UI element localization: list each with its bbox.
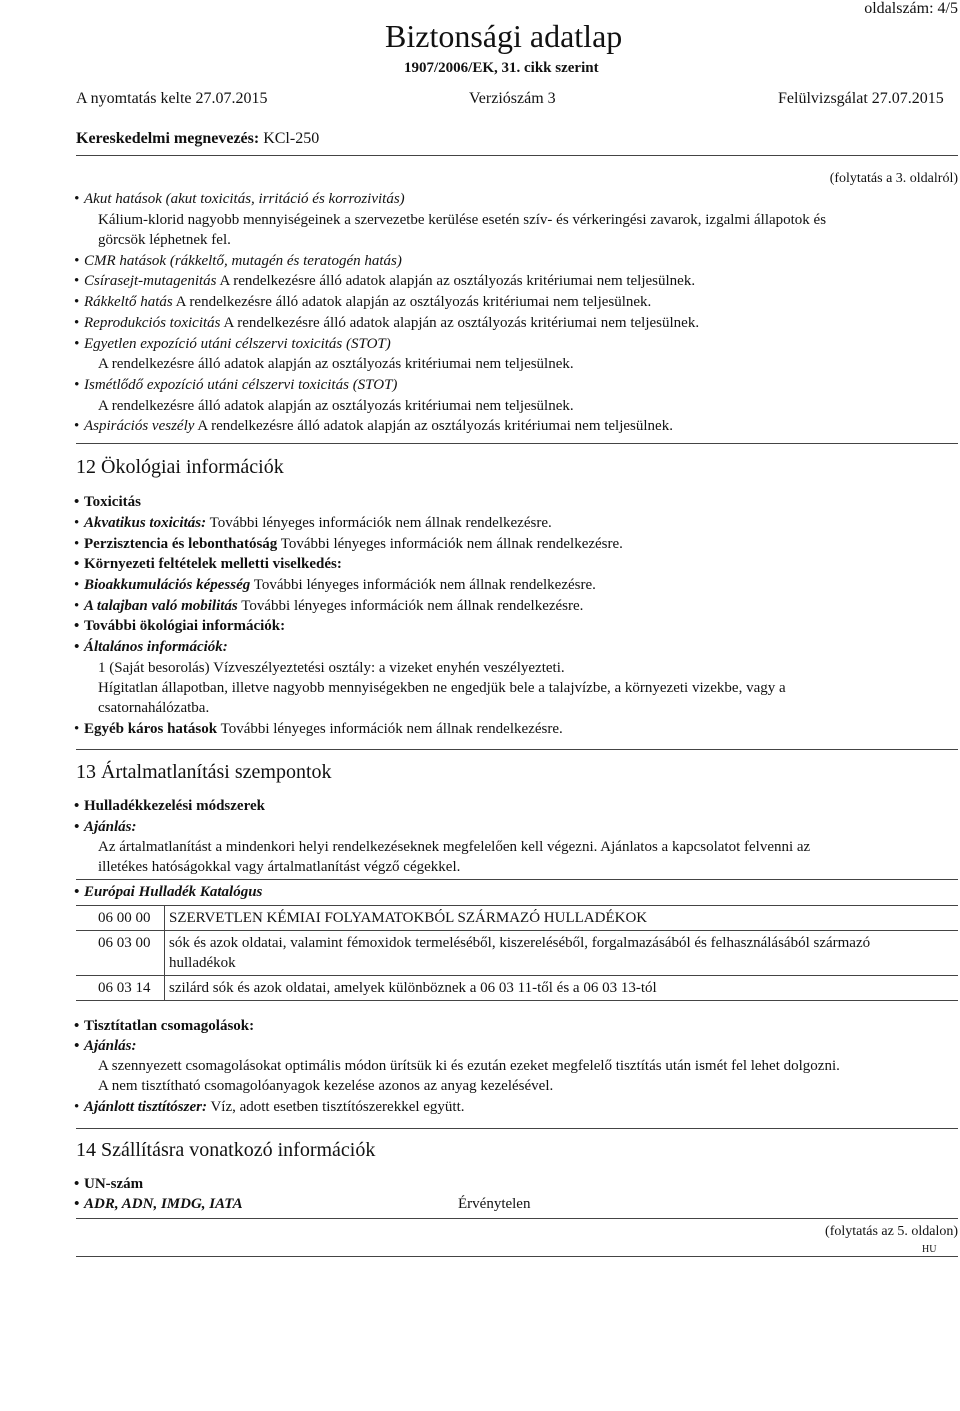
mobility-label: A talajban való mobilitás xyxy=(84,598,238,614)
aquatic-item xyxy=(84,513,552,533)
carc-label: Rákkeltő hatás xyxy=(84,294,173,310)
mobility-item xyxy=(84,596,583,616)
repro-text: A rendelkezésre álló adatok alapján az osztályozás kritériumai nem teljesülnek. xyxy=(223,315,700,331)
asp-label: Aspirációs veszély xyxy=(84,418,195,434)
adr-label: • ADR, ADN, IMDG, IATA xyxy=(84,1194,243,1214)
stot-se-text: A rendelkezésre álló adatok alapján az osztályozás kritériumai nem teljesülnek. xyxy=(98,356,574,372)
general-label: • Általános információk: xyxy=(84,637,228,657)
ewc-code: 06 03 14 xyxy=(76,976,165,1001)
divider-14 xyxy=(76,1128,958,1129)
carc-text: A rendelkezésre álló adatok alapján az osztályozás kritériumai nem teljesülnek. xyxy=(175,294,652,310)
repro-item xyxy=(84,313,699,333)
recommendation-label: • Ajánlás: xyxy=(84,817,137,837)
footer-bottom-divider xyxy=(76,1256,958,1257)
ewc-description: SZERVETLEN KÉMIAI FOLYAMATOKBÓL SZÁRMAZÓ HULLADÉKOK xyxy=(165,906,959,931)
asp-item xyxy=(84,416,673,436)
page-number: oldalszám: 4/5 xyxy=(864,0,958,17)
ewc-description: sók és azok oldatai, valamint fémoxidok termeléséből, kiszereléséből, forgalmazásából és felhasználásából származó hulladékok xyxy=(165,931,959,976)
other-item xyxy=(84,719,563,739)
persist-label: Perzisztencia és lebonthatóság xyxy=(84,536,278,552)
print-date: A nyomtatás kelte 27.07.2015 xyxy=(76,90,268,107)
ewc-top-divider xyxy=(76,879,958,880)
trade-name-label: Kereskedelmi megnevezés: xyxy=(76,130,260,147)
env-label: • Környezeti feltételek melletti viselkedés: xyxy=(84,554,342,574)
divider-13 xyxy=(76,749,958,750)
adr-value: Érvénytelen xyxy=(458,1196,531,1212)
cleaning-agent-label: Ajánlott tisztítószer: xyxy=(84,1099,207,1115)
aquatic-label: Akvatikus toxicitás: xyxy=(84,515,207,531)
recommendation-2-text-1: A szennyezett csomagolásokat optimális módon ürítsük ki és ezután ezeket megfelelő tisztítás után ismét fel lehet dolgozni. xyxy=(98,1058,840,1074)
table-row xyxy=(76,931,958,976)
stot-re-label: • Ismétlődő expozíció utáni célszervi toxicitás (STOT) xyxy=(84,375,397,395)
repro-label: Reprodukciós toxicitás xyxy=(84,315,221,331)
language-code: HU xyxy=(922,1244,937,1255)
document-subtitle: 1907/2006/EK, 31. cikk szerint xyxy=(404,60,599,76)
general-text-2: Hígitatlan állapotban, illetve nagyobb mennyiségekben ne engedjük bele a talajvízbe, a környezeti vizekbe, vagy a xyxy=(98,680,786,696)
trade-name-value: KCl-250 xyxy=(263,130,320,147)
further-label: • További ökológiai információk: xyxy=(84,616,285,636)
acute-text-2: görcsök léphetnek fel. xyxy=(98,232,231,248)
stot-se-label: • Egyetlen expozíció utáni célszervi toxicitás (STOT) xyxy=(84,334,391,354)
ewc-description: szilárd sók és azok oldatai, amelyek különböznek a 06 03 11-től és a 06 03 13-tól xyxy=(165,976,959,1001)
section-14-title: 14 Szállításra vonatkozó információk xyxy=(76,1139,376,1161)
germ-item xyxy=(84,271,695,291)
general-text-3: csatornahálózatba. xyxy=(98,700,210,716)
recommendation-2-text-2: A nem tisztítható csomagolóanyagok kezelése azonos az anyag kezelésével. xyxy=(98,1078,554,1094)
un-number-label: • UN-szám xyxy=(84,1174,143,1194)
recommendation-text-1: Az ártalmatlanítást a mindenkori helyi rendelkezéseknek megfelelően kell végezni. Ajánlatos a kapcsolatot felvenni az xyxy=(98,839,811,855)
recommendation-text-2: illetékes hatóságokkal vagy ártalmatlanítást végző cégekkel. xyxy=(98,859,461,875)
table-row xyxy=(76,906,958,931)
other-text: További lényeges információk nem állnak rendelkezésre. xyxy=(220,721,563,737)
continued-to: (folytatás az 5. oldalon) xyxy=(825,1224,958,1239)
methods-label: • Hulladékkezelési módszerek xyxy=(84,796,265,816)
ewc-code: 06 00 00 xyxy=(76,906,165,931)
mobility-text: További lényeges információk nem állnak rendelkezésre. xyxy=(241,598,584,614)
cleaning-agent-text: Víz, adott esetben tisztítószerekkel együtt. xyxy=(210,1099,465,1115)
stot-re-text: A rendelkezésre álló adatok alapján az osztályozás kritériumai nem teljesülnek. xyxy=(98,398,574,414)
general-text-1: 1 (Saját besorolás) Vízveszélyeztetési osztály: a vizeket enyhén veszélyezteti. xyxy=(98,660,565,676)
document-title: Biztonsági adatlap xyxy=(385,18,623,54)
revision-date: Felülvizsgálat 27.07.2015 xyxy=(778,90,944,107)
aquatic-text: További lényeges információk nem állnak rendelkezésre. xyxy=(209,515,552,531)
ewc-table xyxy=(76,905,958,1001)
acute-text-1: Kálium-klorid nagyobb mennyiségeinek a szervezetbe kerülése esetén szív- és vérkeringési zavarok, izgalmi állapotok és xyxy=(98,212,827,228)
cmr-label: • CMR hatások (rákkeltő, mutagén és teratogén hatás) xyxy=(84,251,402,271)
germ-text: A rendelkezésre álló adatok alapján az osztályozás kritériumai nem teljesülnek. xyxy=(219,273,696,289)
bioacc-label: Bioakkumulációs képesség xyxy=(84,577,251,593)
persist-text: További lényeges információk nem állnak rendelkezésre. xyxy=(280,536,623,552)
table-row xyxy=(76,976,958,1001)
divider-12 xyxy=(76,443,958,444)
ewc-label: • Európai Hulladék Katalógus xyxy=(84,882,262,902)
carc-item xyxy=(84,292,651,312)
bioacc-item xyxy=(84,575,596,595)
toxicity-label: • Toxicitás xyxy=(84,492,141,512)
cleaning-agent-item xyxy=(84,1097,465,1117)
recommendation-2-label: • Ajánlás: xyxy=(84,1036,137,1056)
other-label: Egyéb káros hatások xyxy=(84,721,218,737)
germ-label: Csírasejt-mutagenitás xyxy=(84,273,217,289)
version: Verziószám 3 xyxy=(469,90,556,107)
continued-from: (folytatás a 3. oldalról) xyxy=(829,171,958,186)
header-divider xyxy=(76,155,958,156)
asp-text: A rendelkezésre álló adatok alapján az osztályozás kritériumai nem teljesülnek. xyxy=(197,418,673,434)
persist-item xyxy=(84,534,623,554)
uncleaned-label: • Tisztítatlan csomagolások: xyxy=(84,1016,254,1036)
ewc-code: 06 03 00 xyxy=(76,931,165,976)
section-13-title: 13 Ártalmatlanítási szempontok xyxy=(76,761,332,783)
footer-divider xyxy=(76,1218,958,1219)
bioacc-text: További lényeges információk nem állnak rendelkezésre. xyxy=(253,577,596,593)
trade-name xyxy=(76,130,319,148)
acute-label: • Akut hatások (akut toxicitás, irritáció és korrozivitás) xyxy=(84,189,405,209)
section-12-title: 12 Ökológiai információk xyxy=(76,456,284,478)
